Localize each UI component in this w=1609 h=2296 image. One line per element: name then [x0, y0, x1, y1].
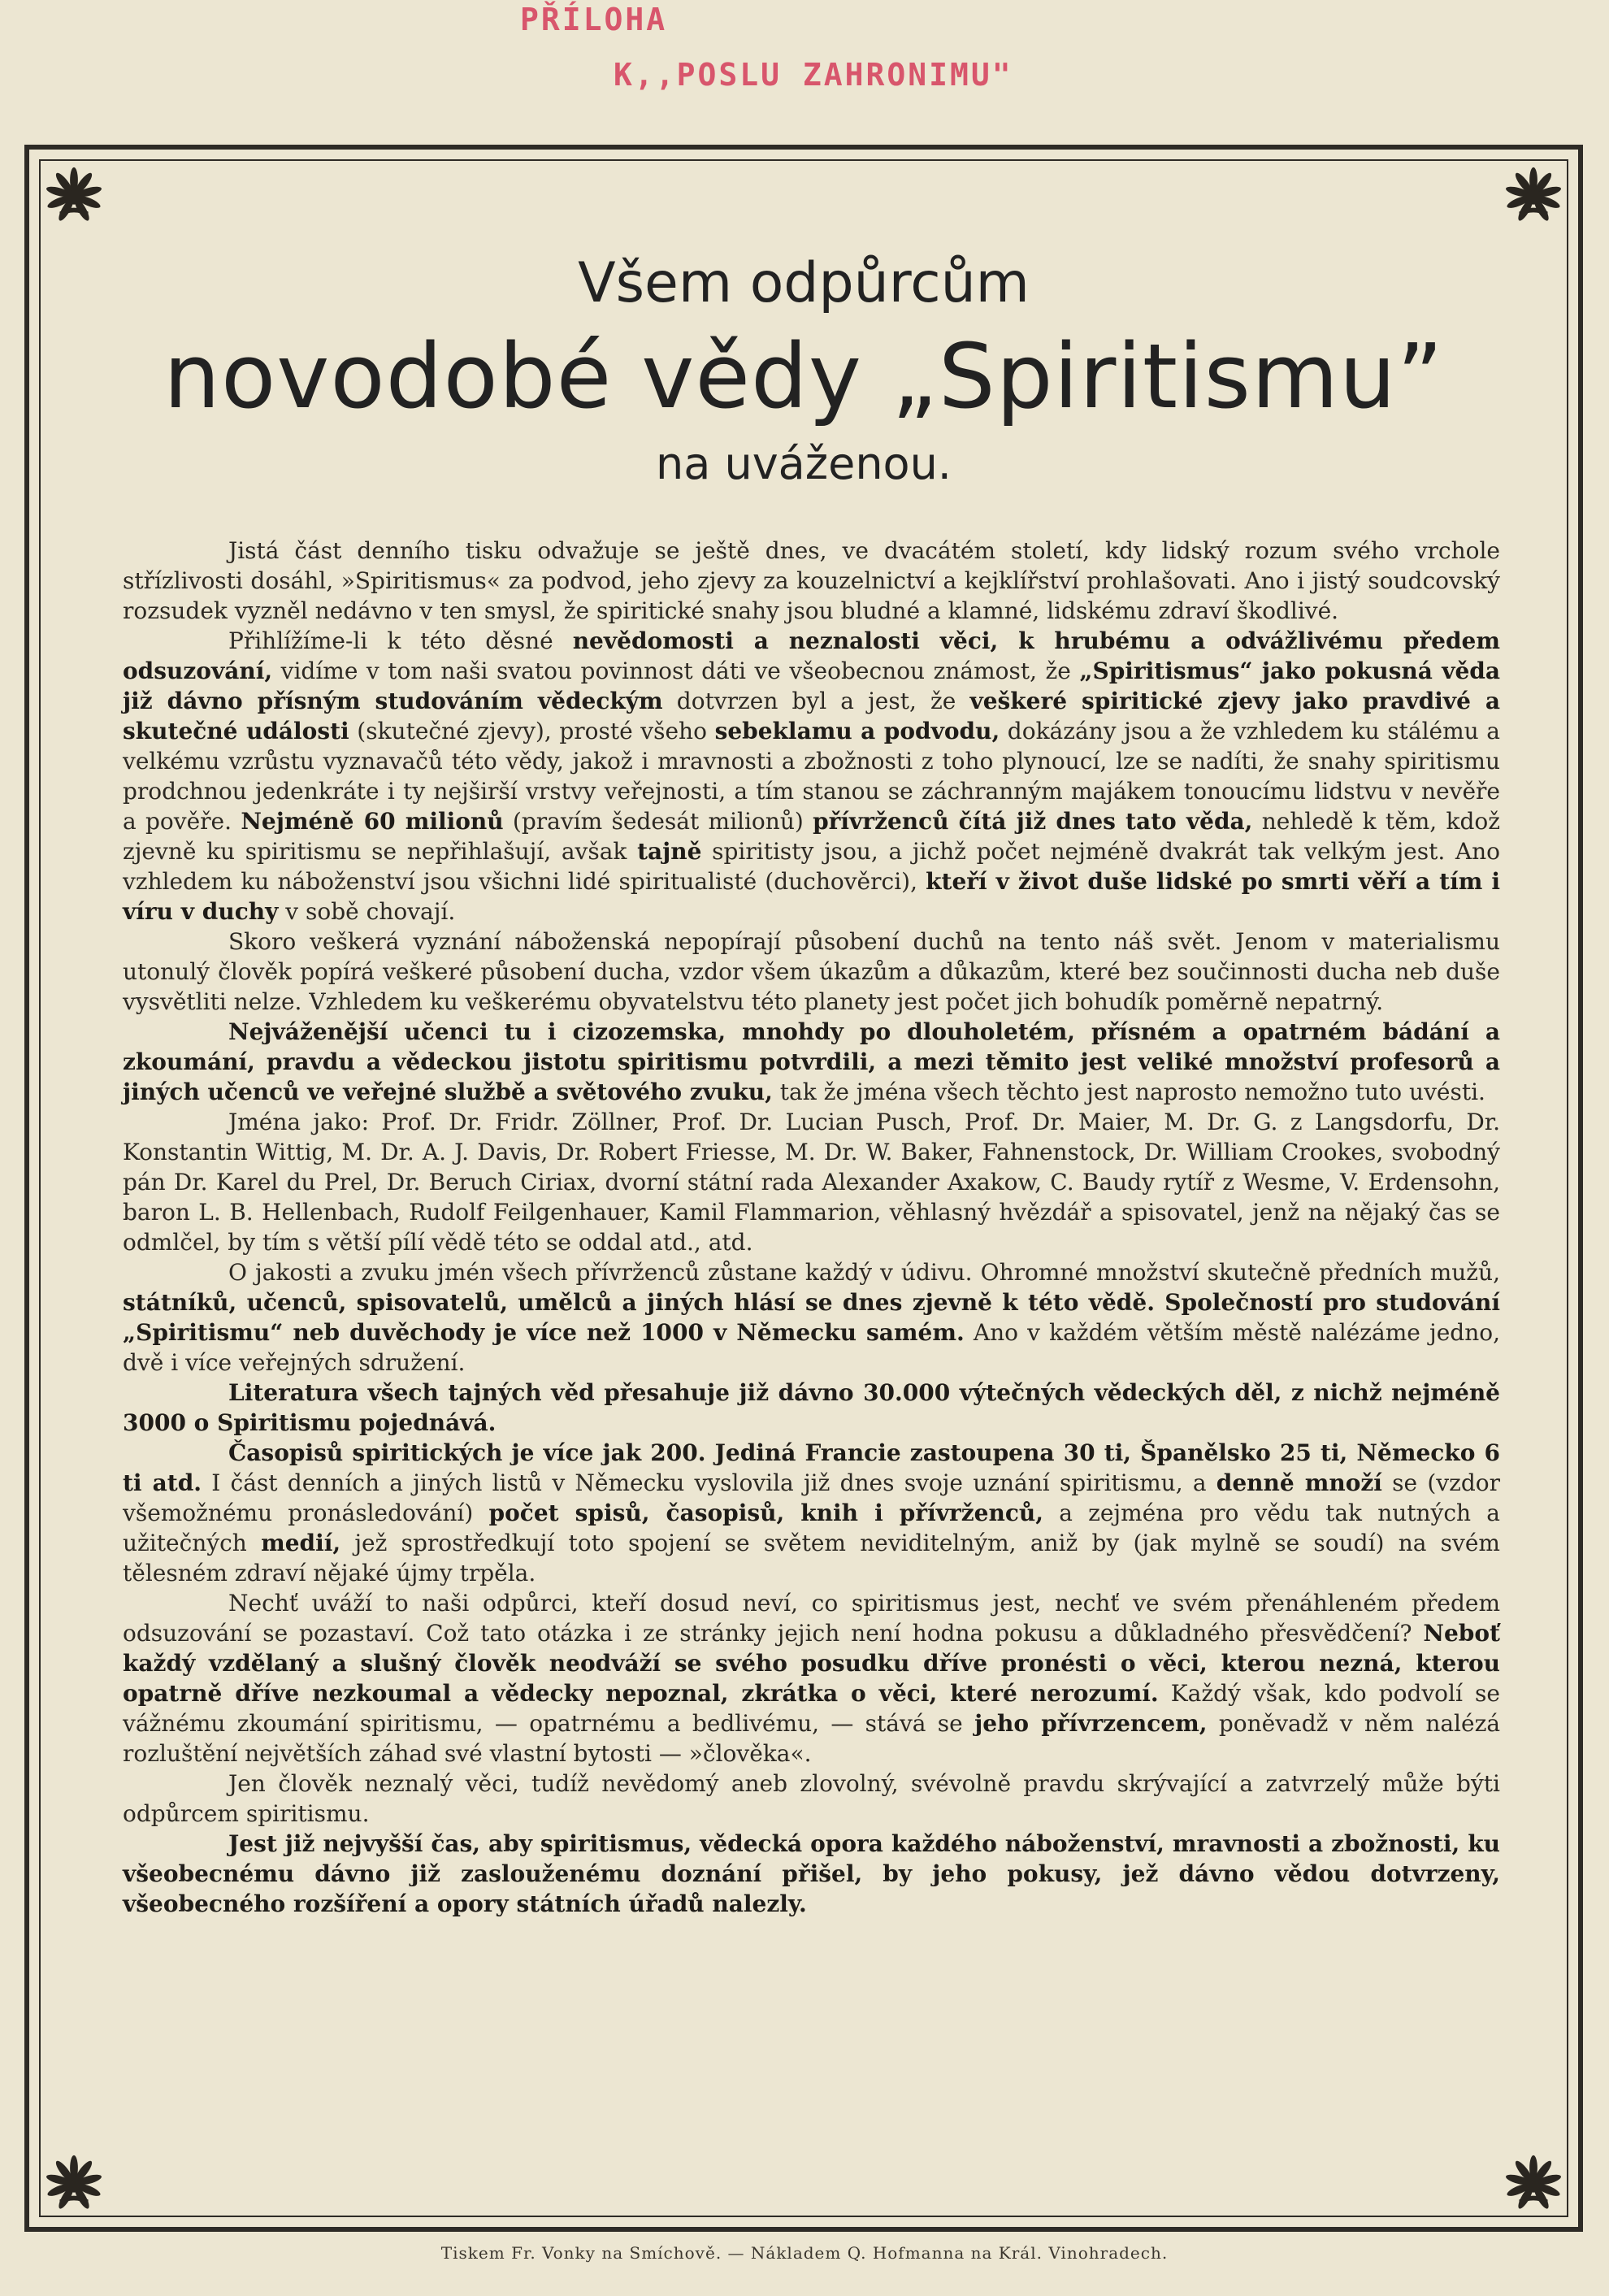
body-paragraph [123, 1378, 1500, 1438]
ornament-center [67, 190, 81, 205]
text-run: a zejména pro vědu tak nutných a užitečných [123, 1500, 1500, 1556]
text-run: se (vzdor všemožnému pronásledování) [123, 1469, 1500, 1526]
ornament-center [1526, 190, 1541, 205]
text-run: Ano v každém větším městě nalézáme jedno, dvě i více veřejných sdružení. [123, 1319, 1500, 1376]
title-line-1: Všem odpůrcům [578, 251, 1030, 315]
ornament-shape [46, 167, 102, 223]
bold-text-run: Nejváženější učenci tu i cizozemska, mnohdy po dlouholetém, přísném a opatrném bádání a zkoumání, pravdu a vědeckou jistotu spiritismu potvrdili, a mezi těmito jest veliké množství profesorů a jiných učenců ve veřejné službě a světového zvuku, [123, 1018, 1500, 1105]
stamp-line-2: K,,POSLU ZAHRONIMU" [614, 57, 1013, 93]
bold-text-run: Časopisů spiritických je více jak 200. Jediná Francie zastoupena 30 ti, Španělsko 25 ti, Německo 6 ti atd. [123, 1439, 1500, 1496]
text-run: Přihlížíme-li k této děsné [228, 627, 573, 654]
body-paragraph [123, 1588, 1500, 1769]
printer-footer: Tiskem Fr. Vonky na Smíchově. — Nákladem Q. Hofmanna na Král. Vinohradech. [440, 2243, 1169, 2263]
text-run: Jména jako: Prof. Dr. Fridr. Zöllner, Prof. Dr. Lucian Pusch, Prof. Dr. Maier, M. Dr. G. z Langsdorfu, Dr. Konstantin Wittig, M. Dr. A. J. Davis, Dr. Robert Friesse, M. Dr. W. Baker, Fahnenstock, Dr. William Crookes, svobodný pán Dr. Karel du Prel, Dr. Beruch Ciriax, dvorní státní rada Alexander Axakow, C. Baudy rytíř z Wesme, V. Erdensohn, baron L. B. Hellenbach, Rudolf Feilgenhauer, Kamil Flammarion, věhlasný hvězdář a spisovatel, jenž na nějaký čas se odmlčel, by tím s větší pílí vědě této se oddal atd., atd. [123, 1109, 1500, 1256]
text-run: I část denních a jiných listů v Německu vyslovila již dnes svoje uznání spiritismu, a [202, 1469, 1217, 1496]
text-run: Nechť uváží to naši odpůrci, kteří dosud neví, co spiritismus jest, nechť ve svém přenáhleném předem odsuzování se pozastaví. Což tato otázka i ze stránky jejich není hodna pokusu a důkladného přesvědčení? [123, 1590, 1500, 1647]
text-run: Každý však, kdo podvolí se vážnému zkoumání spiritismu, — opatrnému a bedlivému, — stává se [123, 1680, 1500, 1737]
bold-text-run: Literatura všech tajných věd přesahuje již dávno 30.000 výtečných vědeckých děl, z nichž nejméně 3000 o Spiritismu pojednává. [123, 1379, 1500, 1436]
ornament-shape [1505, 2155, 1562, 2211]
bold-text-run: tajně [637, 838, 702, 865]
title-line-2: novodobé vědy „Spiritismu” [163, 324, 1444, 428]
bold-text-run: přívrženců čítá již dnes tato věda, [813, 808, 1253, 835]
corner-ornament-icon [42, 2151, 106, 2214]
body-paragraph [123, 626, 1500, 927]
corner-ornament-icon [1502, 163, 1565, 226]
ornament-center [1526, 2178, 1541, 2193]
text-run: Jen člověk neznalý věci, tudíž nevědomý aneb zlovolný, svévolně pravdu skrývající a zatvrzelý může býti odpůrcem spiritismu. [123, 1770, 1500, 1827]
text-run: (skutečné zjevy), prosté všeho [349, 718, 715, 744]
body-paragraph [123, 927, 1500, 1017]
bold-text-run: počet spisů, časopisů, knih i přívrženců, [488, 1500, 1043, 1526]
body-paragraph [123, 1769, 1500, 1829]
bold-text-run: Jest již nejvyšší čas, aby spiritismus, vědecká opora každého náboženství, mravnosti a zbožnosti, ku všeobecnému dávno již zaslouženému doznání přišel, by jeho pokusy, jež dávno vědou dotvrzeny, všeobecného rozšíření a opory státních úřadů nalezly. [123, 1830, 1500, 1917]
page-frame [24, 145, 1583, 2232]
bold-text-run: státníků, učenců, spisovatelů, umělců a jiných hlásí se dnes zjevně k této vědě. Společností pro studování „Spiritismu“ neb duvěchody je více než 1000 v Německu samém. [123, 1289, 1500, 1346]
text-run: dokázány jsou a že vzhledem ku stálému a velkému vzrůstu vyznavačů této vědy, jakož i mravnosti a zbožnosti z toho plynoucí, lze se nadíti, že snahy spiritismu prodchnou jedenkráte i ty nejširší vrstvy veřejnosti, a tím stanou se záchranným majákem tonoucímu lidstvu v nevěře a pověře. [123, 718, 1501, 835]
bold-text-run: sebeklamu a podvodu, [714, 718, 1000, 744]
text-run: poněvadž v něm nalézá rozluštění největších záhad své vlastní bytosti — »člověka«. [123, 1710, 1501, 1767]
ornament-center [67, 2178, 81, 2193]
body-paragraph [123, 1017, 1500, 1107]
text-run: tak že jména všech těchto jest naprosto nemožno tuto uvésti. [772, 1079, 1485, 1105]
ornament-shape [46, 2155, 102, 2211]
text-run: Skoro veškerá vyznání náboženská nepopírají působení duchů na tento náš svět. Jenom v materialismu utonulý člověk popírá veškeré působení ducha, vzdor všem úkazům a důkazům, které bez součinnosti ducha neb duše vysvětliti nelze. Vzhledem ku veškerému obyvatelstvu této planety jest počet jich bohudík poměrně nepatrný. [123, 928, 1500, 1015]
bold-text-run: medií, [261, 1530, 341, 1556]
bold-text-run: jeho přívrzencem, [974, 1710, 1208, 1737]
bold-text-run: kteří v život duše lidské po smrti věří a tím i víru v duchy [123, 868, 1501, 925]
text-run: v sobě chovají. [278, 898, 456, 925]
text-run: O jakosti a zvuku jmén všech přívrženců zůstane každý v údivu. Ohromné množství skutečně předních mužů, [228, 1259, 1500, 1286]
text-run: Jistá část denního tisku odvažuje se ještě dnes, ve dvacátém století, kdy lidský rozum svého vrchole střízlivosti dosáhl, »Spiritismus« za podvod, jeho zjevy za kouzelnictví a kejklířství prohlašovati. Ano i jistý soudcovský rozsudek vyzněl nedávno v ten smysl, že spiritické snahy jsou bludné a klamné, lidskému zdraví škodlivé. [123, 537, 1500, 624]
text-run: jež sprostředkují toto spojení se světem neviditelným, aniž by (jak mylně se soudí) na svém tělesném zdraví nějaké újmy trpěla. [123, 1530, 1500, 1586]
body-paragraph [123, 1438, 1500, 1588]
bold-text-run: veškeré spiritické zjevy jako pravdivé a skutečné události [123, 688, 1500, 744]
bold-text-run: Nejméně 60 milionů [241, 808, 504, 835]
bold-text-run: „Spiritismus“ jako pokusná věda již dávno přísným studováním vědeckým [123, 658, 1501, 714]
title-line-3: na uváženou. [656, 438, 952, 489]
text-run: nehledě k těm, kdož zjevně ku spiritismu se nepřihlašují, avšak [123, 808, 1501, 865]
text-run: vidíme v tom naši svatou povinnost dáti ve všeobecnou známost, že [272, 658, 1080, 684]
bold-text-run: Neboť každý vzdělaný a slušný člověk neodváží se svého posudku dříve pronésti o věci, kterou nezná, kterou opatrně dříve nezkoumal a vědecky nepoznal, zkrátka o věci, které nerozumí. [123, 1620, 1500, 1707]
corner-ornament-icon [42, 163, 106, 226]
ornament-shape [1505, 167, 1562, 223]
text-run: dotvrzen byl a jest, že [662, 688, 970, 714]
text-run: (pravím šedesát milionů) [503, 808, 813, 835]
body-text [123, 536, 1500, 1919]
stamp-line-1: PŘÍLOHA [520, 2, 668, 37]
body-paragraph [123, 536, 1500, 626]
body-paragraph [123, 1107, 1500, 1257]
bold-text-run: nevědomosti a neznalosti věci, k hrubému a odvážlivému předem odsuzování, [123, 627, 1500, 684]
corner-ornament-icon [1502, 2151, 1565, 2214]
bold-text-run: denně množí [1216, 1469, 1382, 1496]
body-paragraph [123, 1257, 1500, 1378]
text-run: spiritisty jsou, a jichž počet nejméně dvakrát tak velkým jest. Ano vzhledem ku náboženství jsou všichni lidé spiritualisté (duchověrci), [123, 838, 1501, 895]
body-paragraph [123, 1829, 1500, 1919]
